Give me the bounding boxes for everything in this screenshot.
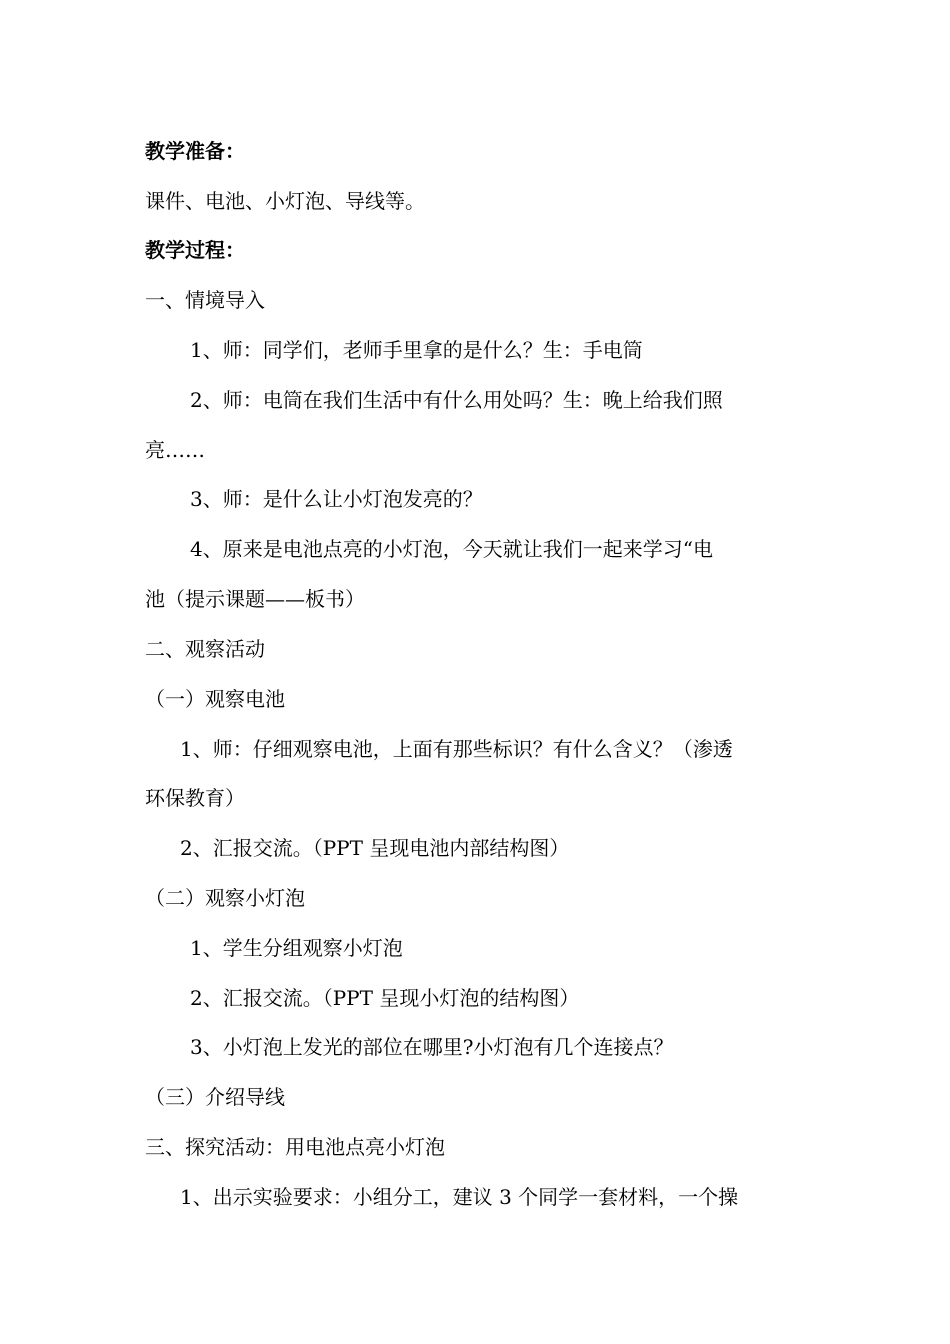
section-1-item-1: 1、师：同学们，老师手里拿的是什么？生：手电筒 [190, 338, 643, 362]
section-2-title: 二、观察活动 [145, 637, 265, 661]
subsection-2-2-item-1: 1、学生分组观察小灯泡 [190, 936, 403, 960]
preparation-materials: 课件、电池、小灯泡、导线等。 [145, 189, 425, 213]
section-3-title: 三、探究活动：用电池点亮小灯泡 [145, 1135, 445, 1159]
subsection-2-1-item-2: 2、汇报交流。（PPT 呈现电池内部结构图） [180, 836, 570, 860]
subsection-2-2-title: （二）观察小灯泡 [145, 886, 305, 910]
section-3-item-1: 1、出示实验要求：小组分工，建议 3 个同学一套材料，一个操 [180, 1185, 739, 1209]
section-1-item-4-cont: 池（提示课题——板书） [145, 587, 365, 611]
section-1-item-2: 2、师：电筒在我们生活中有什么用处吗？生：晚上给我们照 [190, 388, 723, 412]
section-1-item-2-cont: 亮…… [145, 438, 205, 462]
section-1-title: 一、情境导入 [145, 288, 265, 312]
subsection-2-3-title: （三）介绍导线 [145, 1085, 285, 1109]
subsection-2-1-item-1-cont: 环保教育） [145, 786, 245, 810]
section-1-item-4: 4、原来是电池点亮的小灯泡，今天就让我们一起来学习“电 [190, 537, 713, 561]
subsection-2-2-item-3: 3、小灯泡上发光的部位在哪里?小灯泡有几个连接点？ [190, 1035, 674, 1059]
heading-preparation: 教学准备： [145, 139, 245, 163]
section-1-item-3: 3、师：是什么让小灯泡发亮的？ [190, 487, 483, 511]
subsection-2-2-item-2: 2、汇报交流。（PPT 呈现小灯泡的结构图） [190, 986, 580, 1010]
subsection-2-1-title: （一）观察电池 [145, 687, 285, 711]
subsection-2-1-item-1: 1、师：仔细观察电池，上面有那些标识？有什么含义？（渗透 [180, 737, 733, 761]
heading-process: 教学过程： [145, 238, 245, 262]
